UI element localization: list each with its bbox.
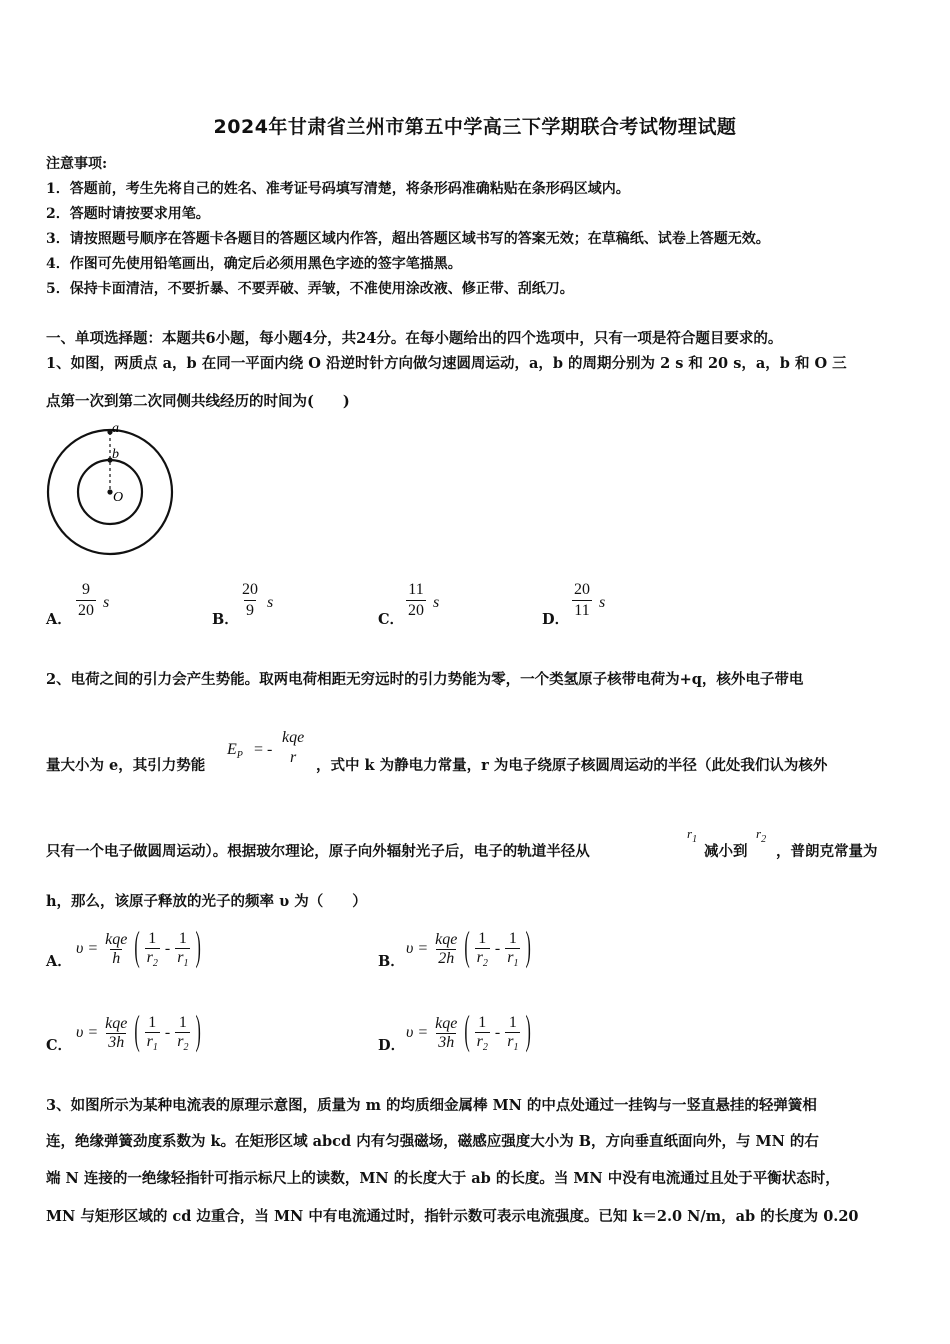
notice-heading: 注意事项: (46, 156, 108, 172)
q2-option-d-label[interactable]: D． (378, 1037, 406, 1054)
q2-stem-line2b: ，式中 k 为静电力常量，r 为电子绕原子核圆周运动的半径（此处我们认为核外 (316, 757, 828, 774)
q1-option-a-label[interactable]: A． (46, 611, 72, 628)
q3-stem-line: 端 N 连接的一绝缘轻指针可指示标尺上的读数，MN 的长度大于 ab 的长度。当 MN 中没有电流通过且处于平衡状态时， (46, 1170, 840, 1187)
q2-option-b-label[interactable]: B． (378, 953, 405, 970)
q2-stem-line1: 2、电荷之间的引力会产生势能。取两电荷相距无穷远时的引力势能为零，一个类氢原子核带电荷为+q，核外电子带电 (46, 671, 804, 688)
q2-r2-symbol: $r_2$ (756, 826, 767, 845)
q1-circle-figure (44, 420, 184, 560)
q1-option-b-fraction[interactable]: $\frac{20}{9}$ (242, 581, 258, 619)
q2-r1-symbol: $r_1$ (687, 826, 698, 845)
page-title: 2024年甘肃省兰州市第五中学高三下学期联合考试物理试题 (213, 116, 737, 138)
q2-option-c-formula[interactable]: υ = $\frac{\text{kqe}}{3h}$ ( $\frac{1}{r_1}$ - $\frac{1}{r_2}$ ) (76, 1009, 201, 1054)
q3-stem-line: 连，绝缘弹簧劲度系数为 k。在矩形区域 abcd 内有匀强磁场，磁感应强度大小为 B，方向垂直纸面向外，与 MN 的右 (46, 1133, 819, 1150)
q2-option-c-label[interactable]: C． (46, 1037, 73, 1054)
q1-option-a-unit: s (103, 594, 110, 611)
q1-option-c-label[interactable]: C． (378, 611, 405, 628)
q1-option-a-fraction[interactable]: $\frac{9}{20}$ (78, 581, 94, 619)
q2-formula-fraction: kqe r (282, 729, 305, 766)
q2-stem-line3b: 减小到 (704, 843, 748, 860)
section-heading: 一、单项选择题：本题共6小题，每小题4分，共24分。在每小题给出的四个选项中，只有一项是符合题目要求的。 (46, 330, 783, 347)
q2-stem-line3a: 只有一个电子做圆周运动）。根据玻尔理论，原子向外辐射光子后，电子的轨道半径从 (46, 843, 590, 860)
q1-option-c-fraction[interactable]: $\frac{11}{20}$ (408, 581, 424, 619)
q2-option-a-label[interactable]: A． (46, 953, 72, 970)
q2-formula-equals: = - (254, 741, 273, 758)
notice-item: 2．答题时请按要求用笔。 (46, 206, 210, 222)
q2-potential-energy-formula: $E_P$ (227, 741, 243, 761)
q1-stem-line2: 点第一次到第二次同侧共线经历的时间为( ) (46, 393, 350, 410)
q3-stem-line: 3、如图所示为某种电流表的原理示意图，质量为 m 的均质细金属棒 MN 的中点处通过一挂钩与一竖直悬挂的轻弹簧相 (46, 1097, 817, 1114)
notice-item: 3．请按照题号顺序在答题卡各题目的答题区域内作答，超出答题区域书写的答案无效；在草稿纸、试卷上答题无效。 (46, 231, 770, 247)
q1-option-d-unit: s (599, 594, 606, 611)
q1-option-d-fraction[interactable]: $\frac{20}{11}$ (574, 581, 590, 619)
q3-stem-line: MN 与矩形区域的 cd 边重合，当 MN 中有电流通过时，指针示数可表示电流强度。已知 k＝2.0 N/m，ab 的长度为 0.20 (46, 1208, 859, 1225)
point-b-label: b (112, 447, 119, 462)
point-a-label: a (112, 421, 119, 436)
notice-item: 5．保持卡面清洁，不要折暴、不要弄破、弄皱，不准使用涂改液、修正带、刮纸刀。 (46, 281, 574, 297)
q1-option-c-unit: s (433, 594, 440, 611)
q2-option-d-formula[interactable]: υ = $\frac{\text{kqe}}{3h}$ ( $\frac{1}{r_2}$ - $\frac{1}{r_1}$ ) (406, 1009, 531, 1054)
q1-option-d-label[interactable]: D． (542, 611, 570, 628)
notice-item: 4．作图可先使用铅笔画出，确定后必须用黑色字迹的签字笔描黑。 (46, 256, 462, 272)
point-o-label: O (113, 490, 124, 505)
q2-stem-line3c: ，普朗克常量为 (776, 843, 878, 860)
q1-stem-line1: 1、如图，两质点 a，b 在同一平面内绕 O 沿逆时针方向做匀速圆周运动，a，b 的周期分别为 2 s 和 20 s，a，b 和 O 三 (46, 355, 847, 372)
notice-item: 1．答题前，考生先将自己的姓名、准考证号码填写清楚，将条形码准确粘贴在条形码区域内。 (46, 181, 630, 197)
q2-stem-line2a: 量大小为 e，其引力势能 (46, 757, 206, 774)
q1-option-b-unit: s (267, 594, 274, 611)
q2-option-a-formula[interactable]: υ = $\frac{\text{kqe}}{h}$ ( $\frac{1}{r_2}$ - $\frac{1}{r_1}$ ) (76, 925, 201, 970)
q2-option-b-formula[interactable]: υ = $\frac{\text{kqe}}{2h}$ ( $\frac{1}{r_2}$ - $\frac{1}{r_1}$ ) (406, 925, 531, 970)
q1-option-b-label[interactable]: B． (212, 611, 239, 628)
q2-stem-line4: h，那么，该原子释放的光子的频率 υ 为（ ） (46, 893, 367, 910)
